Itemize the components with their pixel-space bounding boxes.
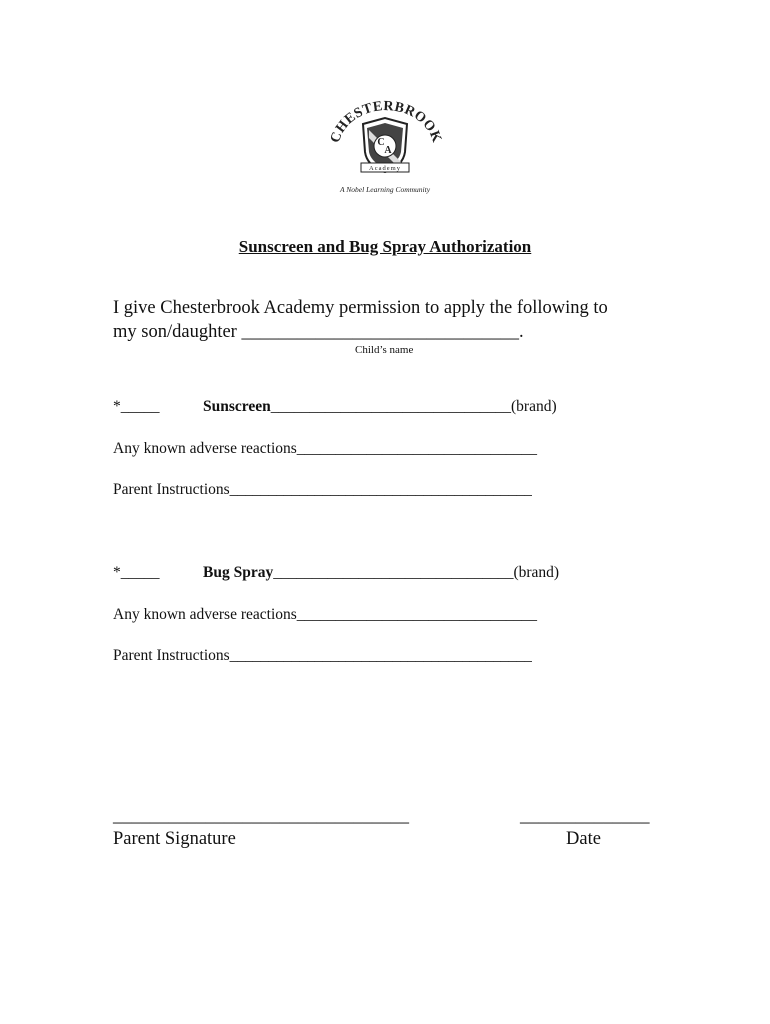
- sunscreen-check-field[interactable]: *_____: [113, 398, 160, 415]
- parent-signature-label: Parent Signature: [113, 829, 236, 849]
- logo-banner-text: Academy: [369, 165, 401, 172]
- date-label: Date: [566, 829, 601, 849]
- parent-signature-line[interactable]: ________________________________: [113, 806, 409, 826]
- logo-initial-c: C: [377, 137, 385, 148]
- bug-spray-instructions-field[interactable]: Parent Instructions_______________________________________: [113, 647, 532, 664]
- intro-paragraph: [113, 296, 608, 344]
- bug-spray-reactions-field[interactable]: Any known adverse reactions_______________________________: [113, 606, 538, 623]
- intro-line-2: my son/daughter ______________________________.: [113, 322, 524, 342]
- bug-spray-brand-line[interactable]: _______________________________(brand): [273, 564, 560, 581]
- logo-tagline: A Nobel Learning Community: [339, 185, 431, 194]
- bug-spray-brand-row[interactable]: [203, 564, 559, 582]
- date-line[interactable]: ______________: [520, 806, 650, 826]
- intro-line-1: I give Chesterbrook Academy permission to apply the following to: [113, 298, 608, 318]
- bug-spray-label: Bug Spray: [203, 564, 274, 581]
- child-name-caption: Child’s name: [355, 344, 414, 356]
- bug-spray-check-field[interactable]: *_____: [113, 564, 160, 581]
- logo-initial-a: A: [384, 145, 392, 156]
- sunscreen-brand-line[interactable]: _______________________________(brand): [270, 398, 557, 415]
- sunscreen-reactions-field[interactable]: Any known adverse reactions_______________________________: [113, 440, 538, 457]
- sunscreen-brand-row[interactable]: [203, 398, 557, 416]
- chesterbrook-academy-logo: [325, 100, 445, 200]
- sunscreen-label: Sunscreen: [203, 398, 271, 415]
- logo-arc-text: CHESTERBROOK: [327, 100, 445, 145]
- form-title: Sunscreen and Bug Spray Authorization: [238, 237, 532, 256]
- sunscreen-instructions-field[interactable]: Parent Instructions_______________________________________: [113, 481, 532, 498]
